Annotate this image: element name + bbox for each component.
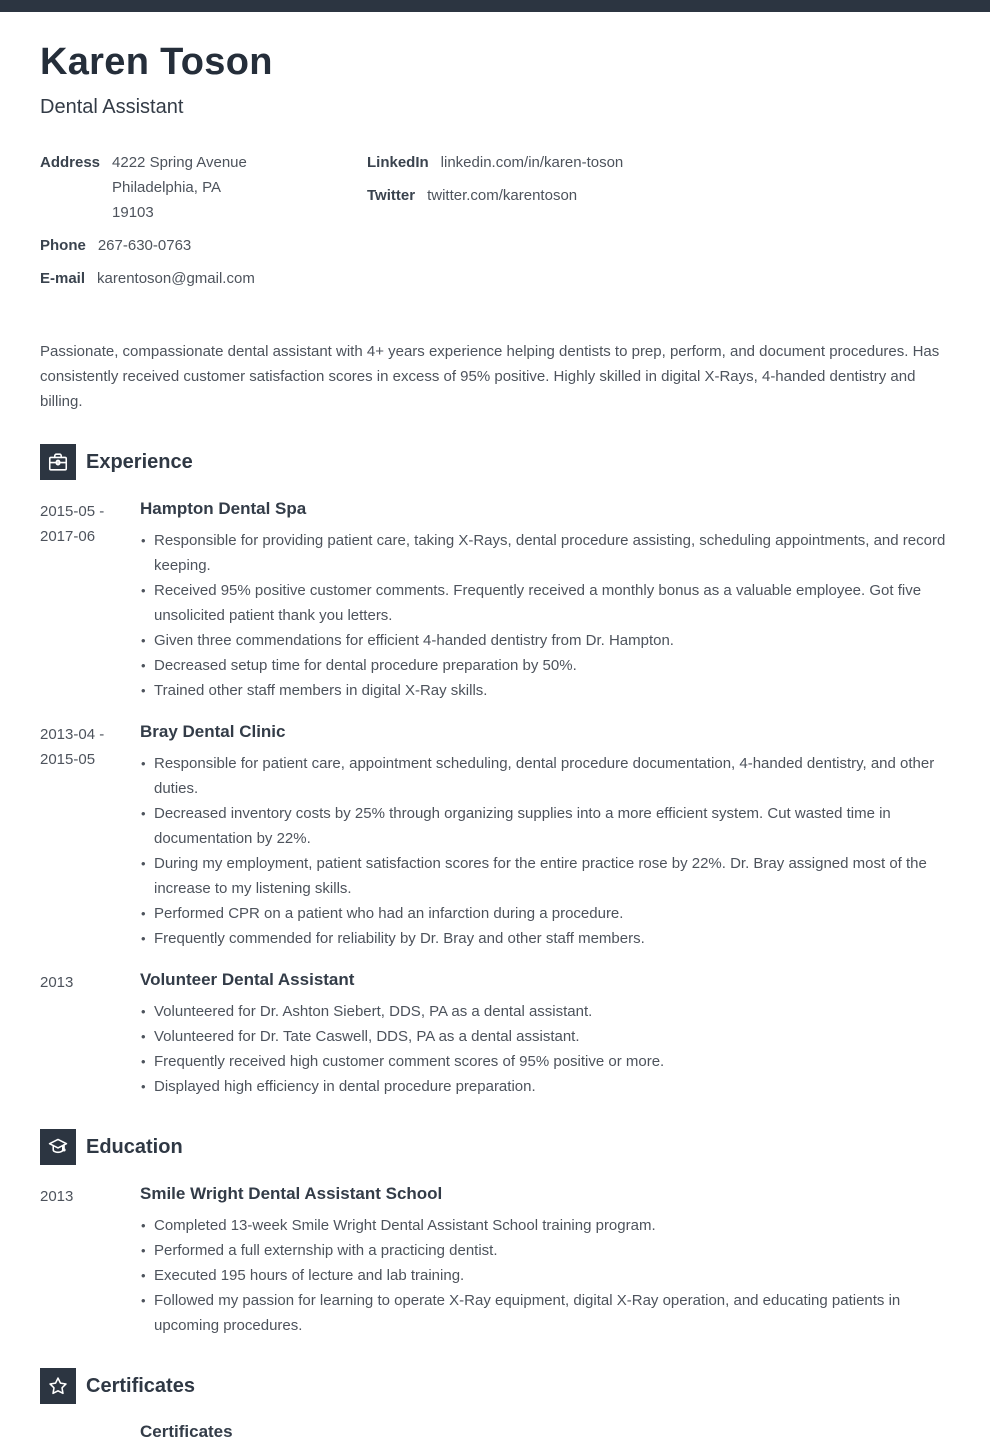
person-name: Karen Toson	[40, 41, 273, 83]
bullet-list	[140, 1213, 950, 1338]
entry-body	[140, 721, 950, 951]
certificates-section	[40, 1368, 950, 1442]
bullet-item: • Received 95% positive customer comments. Frequently received a monthly bonus as a valuable employee. Got five unsolicited patient thank you letters.	[140, 578, 950, 628]
bullet-item: • Performed a full externship with a practicing dentist.	[140, 1238, 950, 1263]
entry-date: 2013-04 - 2015-05	[40, 726, 105, 768]
bullet-list	[140, 751, 950, 951]
address-line3: 19103	[112, 204, 154, 221]
entry-title: Hampton Dental Spa	[140, 499, 307, 518]
linkedin-row	[367, 150, 950, 175]
entry-body	[140, 969, 950, 1099]
contact-block	[40, 150, 950, 299]
experience-section	[40, 444, 950, 1099]
top-accent-bar	[0, 0, 990, 12]
professional-summary: Passionate, compassionate dental assistant with 4+ years experience helping dentists to prep, perform, and document procedures. Has consistently received customer satisfaction scores in excess of 95% positive. Highly skilled in digital X-Rays, 4-handed dentistry and billing.	[40, 343, 940, 410]
address-label: Address	[40, 154, 101, 171]
star-icon	[40, 1368, 76, 1404]
address-row	[40, 150, 367, 225]
bullet-item: • Given three commendations for efficient 4-handed dentistry from Dr. Hampton.	[140, 628, 950, 653]
bullet-item: • Performed CPR on a patient who had an infarction during a procedure.	[140, 901, 950, 926]
phone-value: 267-630-0763	[97, 237, 192, 254]
bullet-item: • Frequently received high customer comment scores of 95% positive or more.	[140, 1049, 950, 1074]
education-section-title: Education	[86, 1135, 183, 1158]
bullet-item: • Frequently commended for reliability by Dr. Bray and other staff members.	[140, 926, 950, 951]
address-line2: Philadelphia, PA	[112, 179, 221, 196]
education-section	[40, 1129, 950, 1338]
bullet-list	[140, 999, 950, 1099]
certificates-subheading: Certificates	[140, 1422, 233, 1441]
certificates-section-header	[40, 1368, 950, 1404]
bullet-item: • Responsible for patient care, appointment scheduling, dental procedure documentation, 4-handed dentistry, and other duties.	[140, 751, 950, 801]
experience-entry	[40, 498, 950, 703]
bullet-item: • Volunteered for Dr. Tate Caswell, DDS, PA as a dental assistant.	[140, 1024, 950, 1049]
resume-page	[0, 12, 990, 1442]
entry-body	[140, 1183, 950, 1338]
entry-body	[140, 498, 950, 703]
bullet-item: • Trained other staff members in digital X-Ray skills.	[140, 678, 950, 703]
email-row	[40, 266, 367, 291]
bullet-item: • Executed 195 hours of lecture and lab training.	[140, 1263, 950, 1288]
address-line1: 4222 Spring Avenue	[112, 154, 247, 171]
entry-date: 2015-05 - 2017-06	[40, 503, 105, 545]
address-value	[112, 150, 247, 225]
bullet-item: • Completed 13-week Smile Wright Dental Assistant School training program.	[140, 1213, 950, 1238]
contact-right-column	[367, 150, 950, 299]
bullet-item: • Followed my passion for learning to operate X-Ray equipment, digital X-Ray operation, and educating patients in upcoming procedures.	[140, 1288, 950, 1338]
phone-label: Phone	[40, 237, 86, 254]
experience-section-title: Experience	[86, 450, 193, 473]
education-section-header	[40, 1129, 950, 1165]
entry-title: Volunteer Dental Assistant	[140, 970, 355, 989]
linkedin-value: linkedin.com/in/karen-toson	[440, 154, 624, 171]
contact-left-column	[40, 150, 367, 299]
certificates-section-title: Certificates	[86, 1374, 195, 1397]
bullet-item: • Displayed high efficiency in dental procedure preparation.	[140, 1074, 950, 1099]
twitter-value: twitter.com/karentoson	[427, 187, 578, 204]
linkedin-label: LinkedIn	[367, 154, 429, 171]
entry-date: 2013	[40, 1188, 74, 1205]
twitter-label: Twitter	[367, 187, 416, 204]
phone-row	[40, 233, 367, 258]
education-entry	[40, 1183, 950, 1338]
twitter-row	[367, 183, 950, 208]
email-label: E-mail	[40, 270, 86, 287]
bullet-item: • Decreased inventory costs by 25% through organizing supplies into a more efficient system. Cut wasted time in documentation by 22%.	[140, 801, 950, 851]
job-title: Dental Assistant	[40, 96, 184, 118]
entry-date: 2013	[40, 974, 74, 991]
briefcase-icon	[40, 444, 76, 480]
bullet-item: • Decreased setup time for dental procedure preparation by 50%.	[140, 653, 950, 678]
entry-title: Bray Dental Clinic	[140, 722, 286, 741]
email-value: karentoson@gmail.com	[97, 270, 255, 287]
bullet-list	[140, 528, 950, 703]
experience-entry	[40, 969, 950, 1099]
experience-section-header	[40, 444, 950, 480]
graduation-cap-icon	[40, 1129, 76, 1165]
entry-title: Smile Wright Dental Assistant School	[140, 1184, 443, 1203]
bullet-item: • Volunteered for Dr. Ashton Siebert, DDS, PA as a dental assistant.	[140, 999, 950, 1024]
experience-entry	[40, 721, 950, 951]
bullet-item: • During my employment, patient satisfaction scores for the entire practice rose by 22%. Dr. Bray assigned most of the increase to my listening skills.	[140, 851, 950, 901]
bullet-item: • Responsible for providing patient care, taking X-Rays, dental procedure assisting, scheduling appointments, and record keeping.	[140, 528, 950, 578]
